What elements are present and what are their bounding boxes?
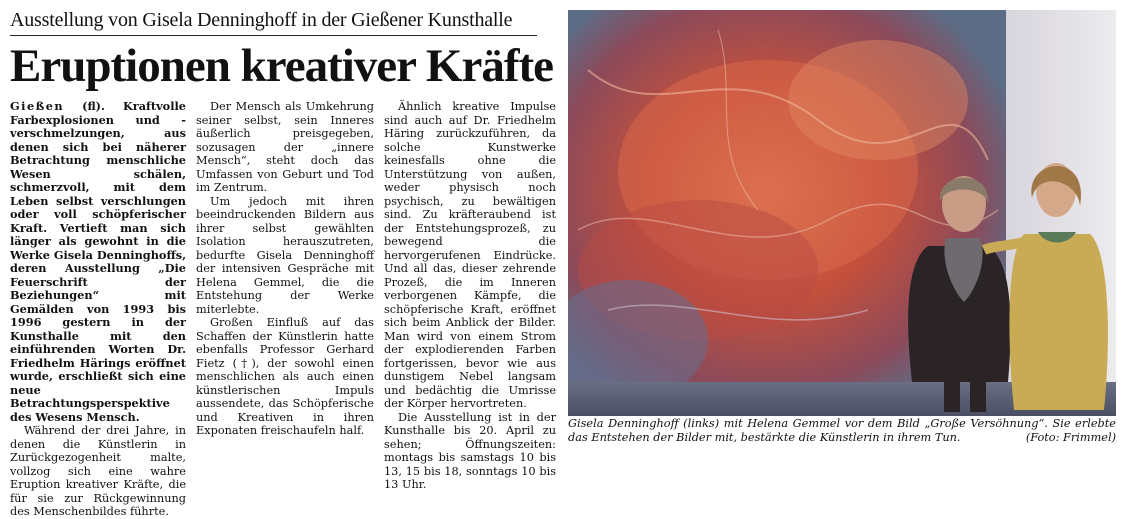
- article-paragraph-2: Während der drei Jahre, in denen die Künstlerin in Zurückgezogenheit malte, vollzog sich eine wahre Eruption kreativer Kräfte, die für sie zur Rückgewinnung des Menschenbildes führte.: [10, 424, 186, 518]
- article-paragraph-6: Ähnlich kreative Impulse sind auch auf Dr. Friedhelm Häring zurückzuführen, da solche Kunstwerke keinesfalls ohne die Unterstützung von außen, weder physisch noch psychisch, zu bewältigen sind. Zu kräfteraubend ist der Entstehungsprozeß, zu bewegend die hervorgerufenen Eindrücke. Und all das, dieser zehrende Prozeß, die im Inneren verborgenen Kämpfe, die schöpferische Kraft, eröffnet sich beim Anblick der Bilder. Man wird von einem Strom der explodierenden Farben fortgerissen, bevor wie aus dunstigem Nebel langsam und bedächtig die Umrisse der Körper hervortreten.: [384, 100, 556, 410]
- article-headline: Eruptionen kreativer Kräfte: [10, 40, 554, 92]
- article-photo: [568, 10, 1116, 416]
- article-paragraph-7: Die Ausstellung ist in der Kunsthalle bis 20. April zu sehen; Öffnungszeiten: montags bis samstags 10 bis 13, 15 bis 18, sonntags 10 bis 13 Uhr.: [384, 410, 556, 491]
- article-paragraph-4: Um jedoch mit ihren beeindruckenden Bildern aus ihrer selbst gewählten Isolation herauszutreten, bedurfte Gisela Denninghoff der intensiven Gespräche mit Helena Gemmel, die die Entstehung der Werke miterlebte.: [196, 194, 374, 316]
- article-lead-text: (fl). Kraftvolle Farbexplosionen und -verschmelzungen, aus denen sich bei näherer Betrachtung menschliche Wesen schälen, schmerzvoll, mit dem Leben selbst verschlungen oder voll schöpferischer Kraft. Vertieft man sich länger als gewohnt in die Werke Gisela Denninghoffs, deren Ausstellung „Die Feuerschrift der Beziehungen“ mit Gemälden von 1993 bis 1996 gestern in der Kunsthalle mit den einführenden Worten Dr. Friedhelm Härings eröffnet wurde, erschließt sich eine neue Betrachtungsperspektive des Wesens Mensch.: [10, 99, 187, 424]
- photo-caption-text: Gisela Denninghoff (links) mit Helena Gemmel vor dem Bild „Große Versöhnung“. Sie erlebte das Entstehen der Bilder mit, bestärkte die Künstlerin in ihrem Tun.: [568, 417, 1116, 444]
- article-paragraph-5: Großen Einfluß auf das Schaffen der Künstlerin hatte ebenfalls Professor Gerhard Fietz (†), der sowohl einen menschlichen als auch einen künstlerischen Impuls aussendete, das Schöpferische und Kreativen in ihren Exponaten freischaufeln half.: [196, 316, 374, 437]
- article-column-1: [10, 100, 186, 519]
- article-column-2: [196, 100, 374, 438]
- article-kicker: Ausstellung von Gisela Denninghoff in der Gießener Kunsthalle: [10, 8, 537, 36]
- painting-photo-illustration: [568, 10, 1116, 416]
- article-lead: [10, 100, 186, 424]
- photo-caption: [568, 417, 1116, 444]
- article-column-3: [384, 100, 556, 492]
- article-paragraph-3: Der Mensch als Umkehrung seiner selbst, sein Inneres äußerlich preisgegeben, sozusagen der „innere Mensch“, steht doch das Umfassen von Geburt und Tod im Zentrum.: [196, 100, 374, 194]
- photo-credit: (Foto: Frimmel): [1025, 430, 1116, 444]
- article-dateline: Gießen: [10, 99, 65, 113]
